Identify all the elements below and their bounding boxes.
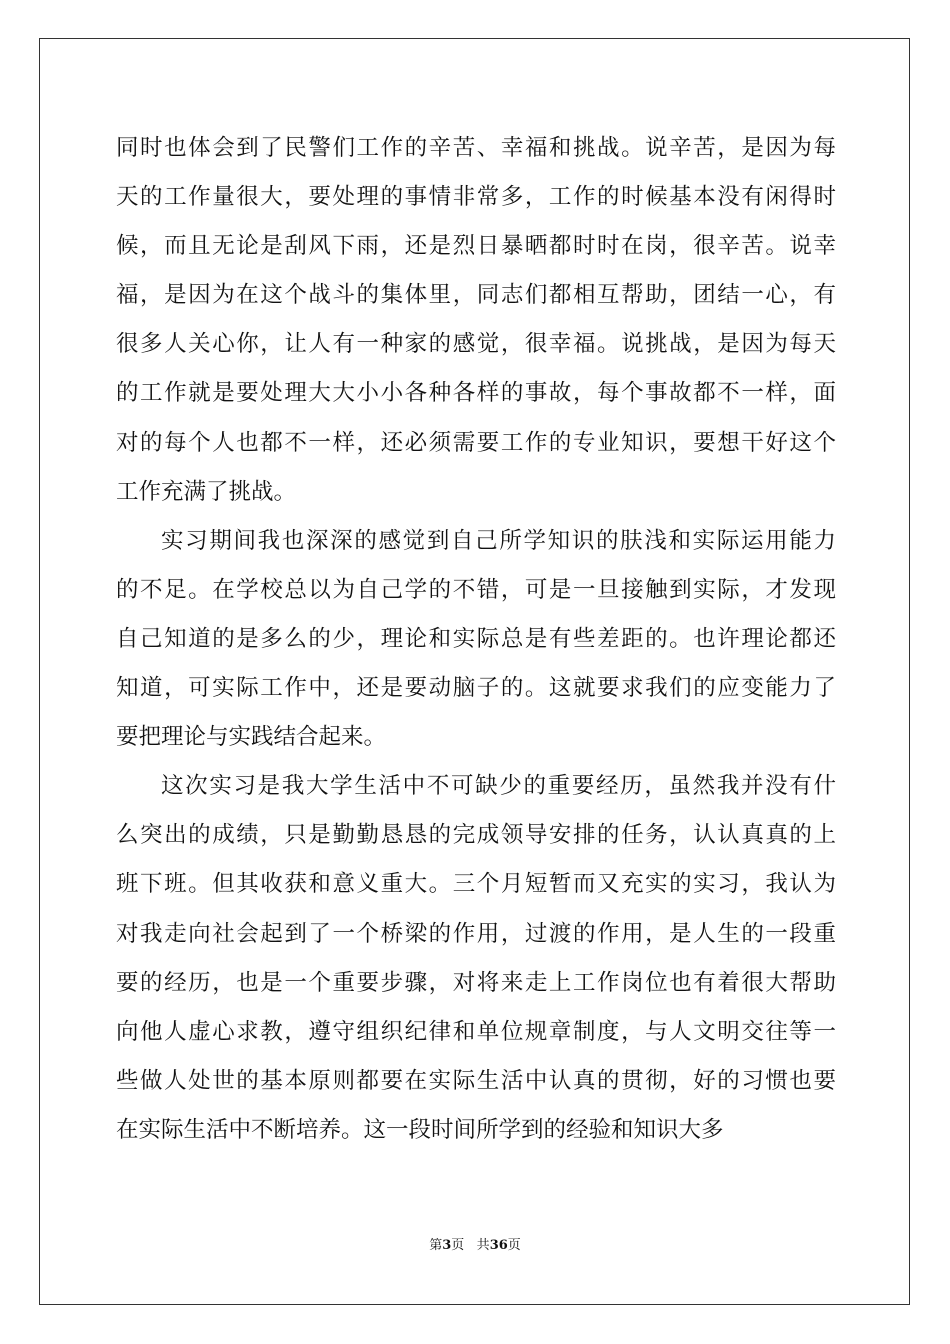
text-line: 福，是因为在这个战斗的集体里，同志们都相互帮助，团结一心，有 (116, 282, 836, 309)
text-line: 这次实习是我大学生活中不可缺少的重要经历，虽然我并没有什 (161, 773, 836, 800)
footer-page-suffix: 页 (451, 1238, 465, 1253)
document-body (116, 124, 836, 1155)
text-line: 很多人关心你，让人有一种家的感觉，很幸福。说挑战，是因为每天 (116, 331, 836, 358)
footer-page-number: 3 (442, 1238, 452, 1253)
text-line: 工作充满了挑战。 (116, 478, 297, 505)
footer-page-prefix: 第 (429, 1238, 443, 1253)
text-line: 么突出的成绩，只是勤勤恳恳的完成领导安排的任务，认认真真的上 (116, 822, 836, 849)
footer-total-suffix: 页 (507, 1238, 521, 1253)
text-line: 实习期间我也深深的感觉到自己所学知识的肤浅和实际运用能力 (161, 527, 836, 554)
footer-total-prefix: 共 (476, 1238, 490, 1253)
text-line: 的不足。在学校总以为自己学的不错，可是一旦接触到实际，才发现 (116, 576, 836, 603)
text-line: 向他人虚心求教，遵守组织纪律和单位规章制度，与人文明交往等一 (116, 1018, 836, 1045)
text-line: 些做人处世的基本原则都要在实际生活中认真的贯彻，好的习惯也要 (116, 1067, 836, 1094)
text-line: 候，而且无论是刮风下雨，还是烈日暴晒都时时在岗，很辛苦。说幸 (116, 233, 836, 260)
text-line: 的工作就是要处理大大小小各种各样的事故，每个事故都不一样，面 (116, 380, 836, 407)
text-line: 对的每个人也都不一样，还必须需要工作的专业知识，要想干好这个 (116, 429, 836, 456)
text-line: 在实际生活中不断培养。这一段时间所学到的经验和知识大多 (116, 1116, 724, 1143)
text-line: 班下班。但其收获和意义重大。三个月短暂而又充实的实习，我认为 (116, 871, 836, 898)
text-line: 要把理论与实践结合起来。 (116, 724, 387, 751)
text-line: 要的经历，也是一个重要步骤，对将来走上工作岗位也有着很大帮助 (116, 969, 836, 996)
text-line: 知道，可实际工作中，还是要动脑子的。这就要求我们的应变能力了 (116, 675, 836, 702)
text-line: 对我走向社会起到了一个桥梁的作用，过渡的作用，是人生的一段重 (116, 920, 836, 947)
footer-total-pages: 36 (489, 1238, 508, 1253)
text-line: 同时也体会到了民警们工作的辛苦、幸福和挑战。说辛苦，是因为每 (116, 135, 836, 161)
page-footer (0, 1237, 950, 1255)
text-line: 自己知道的是多么的少，理论和实际总是有些差距的。也许理论都还 (116, 625, 836, 652)
text-line: 天的工作量很大，要处理的事情非常多，工作的时候基本没有闲得时 (116, 184, 836, 211)
